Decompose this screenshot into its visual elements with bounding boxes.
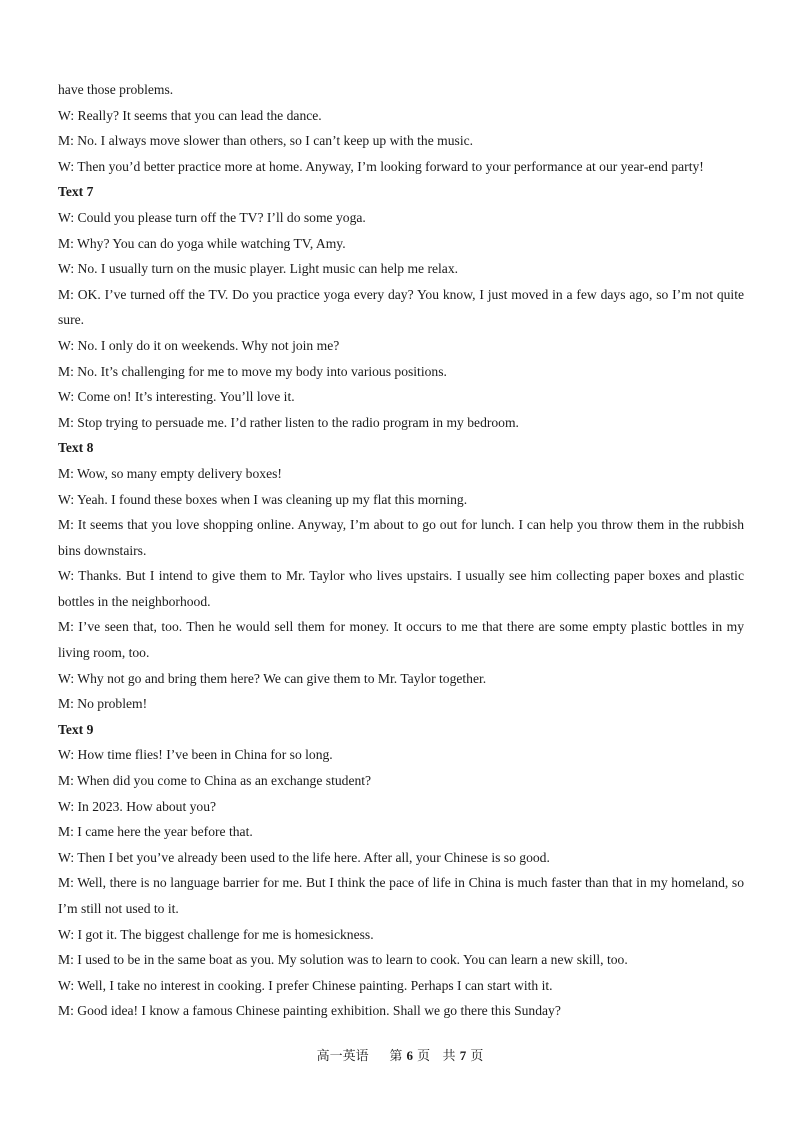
section-heading-text-8: Text 8 <box>58 440 94 456</box>
transcript-line: W: Then you’d better practice more at home. Anyway, I’m looking forward to your performance at our year-end party! <box>58 158 704 174</box>
transcript-line: M: No. I always move slower than others, so I can’t keep up with the music. <box>58 133 474 149</box>
transcript-line: M: No problem! <box>58 696 148 712</box>
transcript-line: M: Why? You can do yoga while watching TV, Amy. <box>58 235 346 251</box>
transcript-line: M: I’ve seen that, too. Then he would sell them for money. It occurs to me that there are some empty plastic bottles in my living room, too. <box>58 619 744 661</box>
transcript-line: W: Really? It seems that you can lead the dance. <box>58 107 322 123</box>
transcript-line: W: Why not go and bring them here? We can give them to Mr. Taylor together. <box>58 670 487 686</box>
footer-page-unit: 页 <box>417 1049 431 1064</box>
section-heading-text-9: Text 9 <box>58 721 94 737</box>
footer-subject: 高一英语 <box>316 1049 369 1064</box>
transcript-line: M: Good idea! I know a famous Chinese painting exhibition. Shall we go there this Sunday? <box>58 1003 561 1019</box>
footer-total-unit: 页 <box>470 1049 484 1064</box>
page-footer <box>0 1045 800 1064</box>
section-heading-text-7: Text 7 <box>58 184 94 200</box>
transcript-line: M: I came here the year before that. <box>58 824 253 840</box>
transcript-line: W: Yeah. I found these boxes when I was cleaning up my flat this morning. <box>58 491 468 507</box>
transcript-line: M: Stop trying to persuade me. I’d rather listen to the radio program in my bedroom. <box>58 414 519 430</box>
transcript-line: W: No. I usually turn on the music player. Light music can help me relax. <box>58 261 459 277</box>
footer-page-number: 6 <box>406 1048 413 1063</box>
transcript-line: W: Come on! It’s interesting. You’ll love it. <box>58 389 295 405</box>
transcript-line: W: Then I bet you’ve already been used to the life here. After all, your Chinese is so good. <box>58 849 550 865</box>
footer-total-pages: 7 <box>459 1048 467 1063</box>
transcript-line: M: It seems that you love shopping online. Anyway, I’m about to go out for lunch. I can help you throw them in the rubbish bins downstairs. <box>58 517 744 558</box>
transcript-line: M: No. It’s challenging for me to move my body into various positions. <box>58 363 447 379</box>
transcript-line: M: Wow, so many empty delivery boxes! <box>58 465 282 481</box>
transcript-line: W: Thanks. But I intend to give them to Mr. Taylor who lives upstairs. I usually see him collecting paper boxes and plastic bottles in the neighborhood. <box>58 568 744 609</box>
transcript-line: W: Could you please turn off the TV? I’ll do some yoga. <box>58 209 366 225</box>
transcript-line: M: OK. I’ve turned off the TV. Do you practice yoga every day? You know, I just moved in a few days ago, so I’m not quite sure. <box>58 286 744 328</box>
transcript-line: M: When did you come to China as an exchange student? <box>58 773 372 789</box>
transcript-line: M: Well, there is no language barrier for me. But I think the pace of life in China is much faster than that in my homeland, so I’m still not used to it. <box>58 875 744 916</box>
transcript-line: W: I got it. The biggest challenge for me is homesickness. <box>58 926 374 942</box>
transcript-line: W: In 2023. How about you? <box>58 798 217 814</box>
transcript-line: M: I used to be in the same boat as you. My solution was to learn to cook. You can learn a new skill, too. <box>58 952 628 968</box>
footer-total-prefix: 共 <box>442 1049 456 1064</box>
transcript-line: W: Well, I take no interest in cooking. I prefer Chinese painting. Perhaps I can start with it. <box>58 977 553 993</box>
transcript-line: W: No. I only do it on weekends. Why not join me? <box>58 337 340 353</box>
transcript-line: W: How time flies! I’ve been in China for so long. <box>58 747 333 763</box>
footer-prefix: 第 <box>389 1049 403 1064</box>
transcript-line: have those problems. <box>58 82 174 97</box>
transcript-body <box>58 77 744 1024</box>
